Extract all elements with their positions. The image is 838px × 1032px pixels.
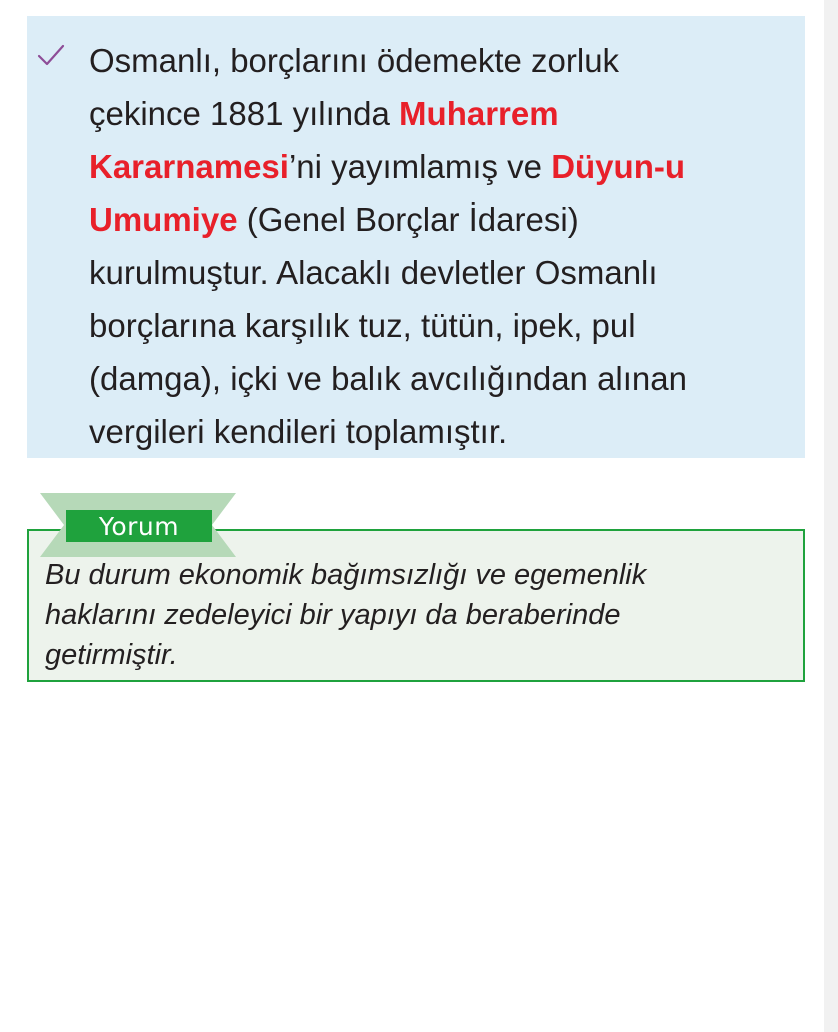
info-line: [89, 34, 789, 87]
info-line: [89, 87, 789, 140]
info-line: [89, 193, 789, 246]
highlighted-term: Umumiye: [89, 201, 238, 238]
comment-line: Bu durum ekonomik bağımsızlığı ve egemenlik: [45, 559, 647, 591]
comment-label: Yorum: [98, 512, 180, 541]
text-run: kurulmuştur. Alacaklı devletler Osmanlı: [89, 254, 658, 291]
comment-paragraph: [45, 555, 795, 675]
info-line: [89, 405, 789, 458]
text-run: (Genel Borçlar İdaresi): [237, 201, 579, 238]
text-run: borçlarına karşılık tuz, tütün, ipek, pul: [89, 307, 636, 344]
text-run: vergileri kendileri toplamıştır.: [89, 413, 508, 450]
highlighted-term: Kararnamesi: [89, 148, 289, 185]
text-run: ’ni yayımlamış ve: [288, 148, 552, 185]
text-run: (damga), içki ve balık avcılığından alınan: [89, 360, 687, 397]
page-edge-strip: [824, 0, 838, 1032]
info-line: [89, 299, 789, 352]
info-line: [89, 246, 789, 299]
info-line: [89, 140, 789, 193]
highlighted-term: Düyun-u: [551, 148, 685, 185]
check-icon: [36, 40, 66, 70]
comment-line: haklarını zedeleyici bir yapıyı da beraberinde: [45, 599, 621, 631]
comment-line: getirmiştir.: [45, 639, 178, 671]
text-run: çekince 1881 yılında: [89, 95, 400, 132]
info-paragraph: [89, 34, 789, 458]
text-run: Osmanlı, borçlarını ödemekte zorluk: [89, 42, 620, 79]
info-line: [89, 352, 789, 405]
highlighted-term: Muharrem: [399, 95, 559, 132]
